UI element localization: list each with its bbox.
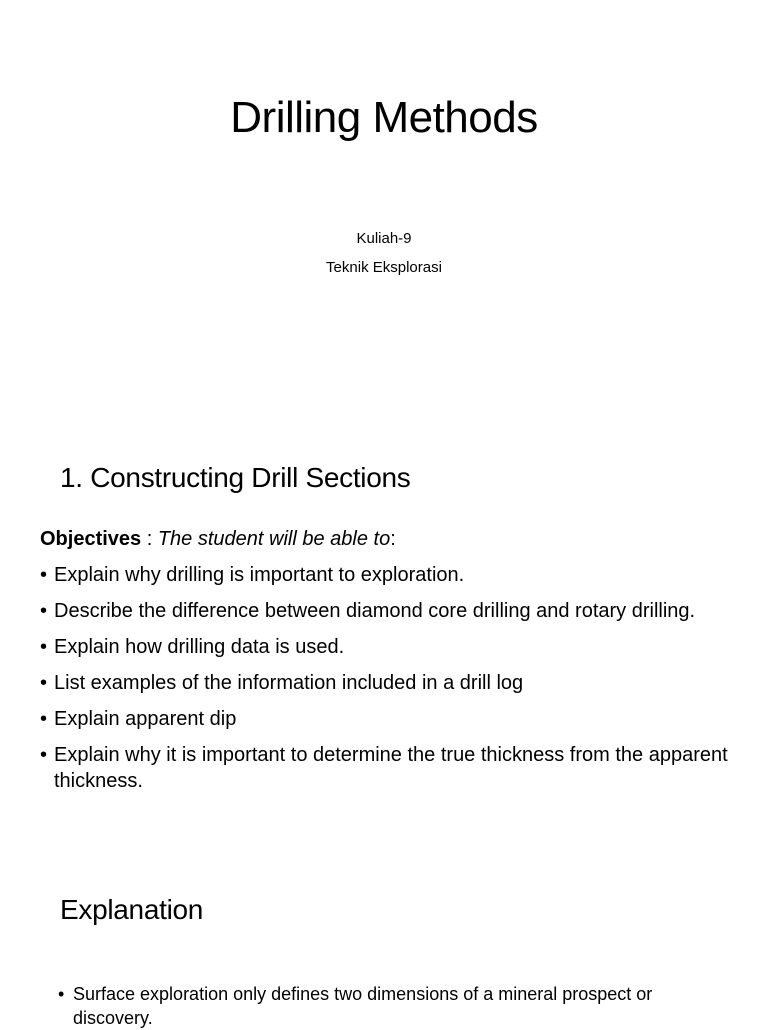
objectives-list: [40, 562, 740, 804]
list-item: [40, 742, 740, 794]
list-item: [40, 598, 740, 624]
slide-subtitle-course: Kuliah-9: [356, 230, 412, 247]
bullet-icon: •: [40, 564, 48, 586]
objectives-separator: :: [141, 528, 158, 550]
objectives-slide: [0, 432, 768, 864]
slide-subtitle-topic: Teknik Eksplorasi: [326, 259, 442, 276]
bullet-icon: •: [40, 672, 48, 694]
explanation-list: [58, 982, 698, 1030]
list-item: [40, 706, 740, 732]
slide-heading: Explanation: [60, 894, 204, 925]
list-item: [40, 562, 740, 588]
slide-heading: 1. Constructing Drill Sections: [60, 462, 411, 493]
objectives-label: Objectives: [40, 528, 142, 550]
list-item-text: Explain why it is important to determine the true thickness from the apparent thickness.: [54, 744, 728, 792]
bullet-icon: •: [58, 984, 65, 1004]
list-item-text: Explain how drilling data is used.: [54, 636, 345, 658]
list-item: [58, 982, 698, 1030]
title-slide: [0, 0, 768, 432]
list-item: [40, 670, 740, 696]
explanation-slide: [0, 864, 768, 1028]
bullet-icon: •: [40, 744, 48, 766]
list-item-text: Describe the difference between diamond core drilling and rotary drilling.: [54, 600, 696, 622]
list-item-text: Explain apparent dip: [54, 708, 237, 730]
objectives-lead-text: The student will be able to: [157, 528, 391, 550]
list-item-text: List examples of the information included in a drill log: [54, 672, 524, 694]
bullet-icon: •: [40, 708, 48, 730]
objectives-colon: :: [390, 528, 396, 550]
slide-title: Drilling Methods: [230, 93, 538, 142]
objectives-intro: [40, 526, 396, 552]
list-item-text: Surface exploration only defines two dimensions of a mineral prospect or discovery.: [73, 984, 653, 1028]
list-item-text: Explain why drilling is important to exploration.: [54, 564, 465, 586]
bullet-icon: •: [40, 636, 48, 658]
list-item: [40, 634, 740, 660]
bullet-icon: •: [40, 600, 48, 622]
